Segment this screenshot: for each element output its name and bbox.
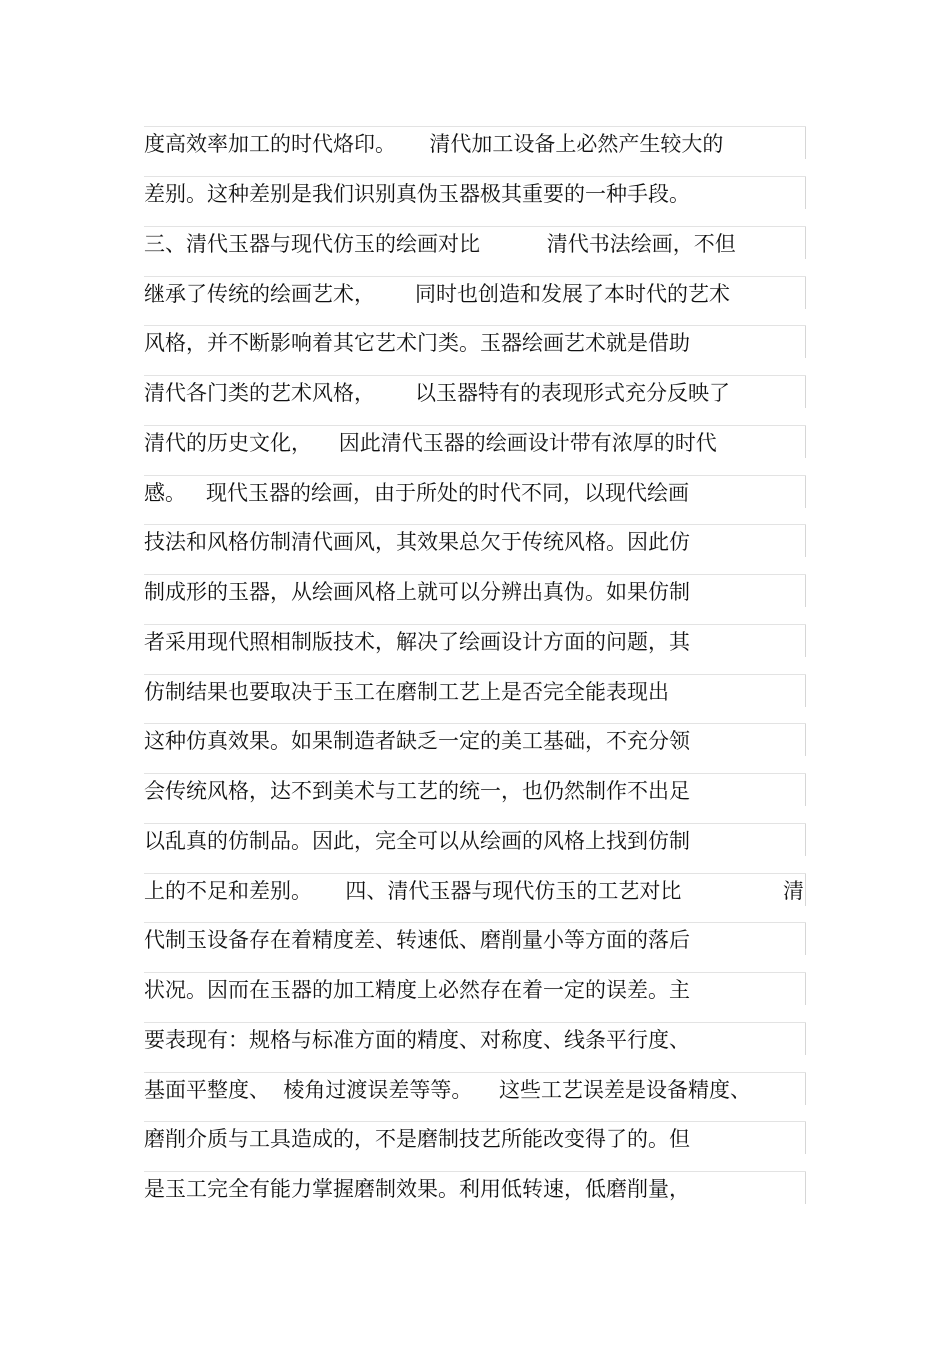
text-line — [144, 922, 806, 956]
text-line — [144, 176, 806, 210]
text-line — [144, 972, 806, 1006]
text-line — [144, 1022, 806, 1056]
text-line — [144, 1072, 806, 1106]
text-line-content: 上的不足和差别。 四、清代玉器与现代仿玉的工艺对比 — [144, 879, 682, 903]
text-line-content: 是玉工完全有能力掌握磨制效果。利用低转速，低磨削量， — [144, 1177, 690, 1201]
text-line — [144, 873, 806, 907]
text-line — [144, 723, 806, 757]
text-line — [144, 674, 806, 708]
text-line-content: 清代各门类的艺术风格， 以玉器特有的表现形式充分反映了 — [144, 381, 731, 405]
text-line-content: 度高效率加工的时代烙印。 清代加工设备上必然产生较大的 — [144, 132, 724, 156]
text-line-content: 三、清代玉器与现代仿玉的绘画对比 清代书法绘画，不但 — [144, 232, 736, 256]
text-line-content: 制成形的玉器，从绘画风格上就可以分辨出真伪。如果仿制 — [144, 580, 690, 604]
text-line — [144, 276, 806, 310]
text-line-content: 仿制结果也要取决于玉工在磨制工艺上是否完全能表现出 — [144, 680, 669, 704]
text-line — [144, 475, 806, 509]
text-line-content: 者采用现代照相制版技术，解决了绘画设计方面的问题，其 — [144, 630, 690, 654]
text-line-content: 代制玉设备存在着精度差、转速低、磨削量小等方面的落后 — [144, 928, 690, 952]
text-line-content: 感。 现代玉器的绘画，由于所处的时代不同，以现代绘画 — [144, 481, 690, 505]
text-line — [144, 375, 806, 409]
text-line — [144, 823, 806, 857]
text-line-content: 会传统风格，达不到美术与工艺的统一，也仍然制作不出足 — [144, 779, 690, 803]
text-line — [144, 325, 806, 359]
text-line — [144, 425, 806, 459]
text-line — [144, 1121, 806, 1155]
text-line-content: 风格，并不断影响着其它艺术门类。玉器绘画艺术就是借助 — [144, 331, 690, 355]
text-line — [144, 126, 806, 160]
text-line-content: 清代的历史文化， 因此清代玉器的绘画设计带有浓厚的时代 — [144, 431, 717, 455]
text-line-content: 状况。因而在玉器的加工精度上必然存在着一定的误差。主 — [144, 978, 690, 1002]
text-line-content: 以乱真的仿制品。因此，完全可以从绘画的风格上找到仿制 — [144, 829, 690, 853]
text-line — [144, 574, 806, 608]
text-line-content: 继承了传统的绘画艺术， 同时也创造和发展了本时代的艺术 — [144, 282, 731, 306]
text-line — [144, 624, 806, 658]
text-line — [144, 226, 806, 260]
text-line — [144, 773, 806, 807]
text-line-content: 差别。这种差别是我们识别真伪玉器极其重要的一种手段。 — [144, 182, 690, 206]
text-line-content: 要表现有：规格与标准方面的精度、对称度、线条平行度、 — [144, 1028, 690, 1052]
text-line-tail: 清 — [783, 879, 804, 903]
text-line-content: 技法和风格仿制清代画风，其效果总欠于传统风格。因此仿 — [144, 530, 690, 554]
text-line — [144, 524, 806, 558]
text-line — [144, 1171, 806, 1205]
text-line-content: 基面平整度、 棱角过渡误差等等。 这些工艺误差是设备精度、 — [144, 1078, 752, 1102]
text-line-content: 这种仿真效果。如果制造者缺乏一定的美工基础，不充分领 — [144, 729, 690, 753]
text-line-content: 磨削介质与工具造成的，不是磨制技艺所能改变得了的。但 — [144, 1127, 690, 1151]
